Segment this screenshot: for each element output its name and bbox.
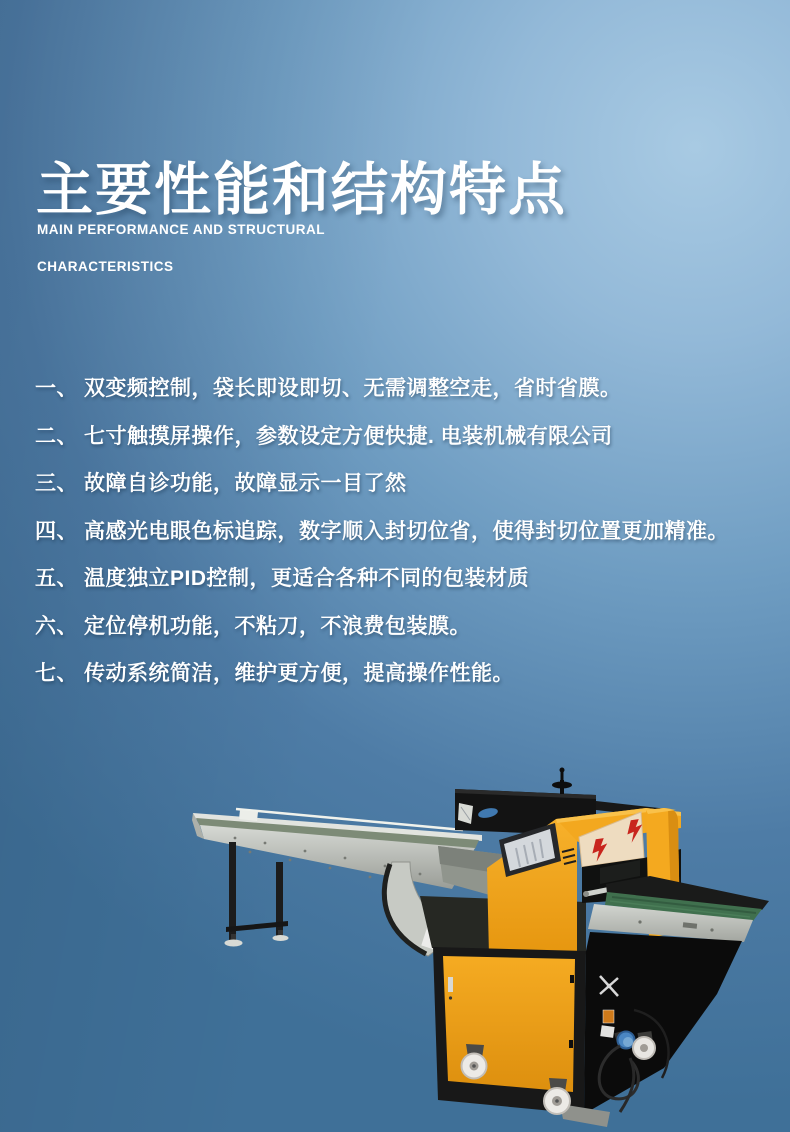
subtitle-line-1: MAIN PERFORMANCE AND STRUCTURAL [37, 222, 325, 237]
feature-list [35, 365, 775, 698]
feature-number: 三、 [35, 472, 78, 495]
feature-item [35, 365, 775, 413]
page-title: 主要性能和结构特点 [36, 158, 567, 223]
feature-number: 二、 [35, 424, 78, 448]
feature-text: 故障自诊功能，故障显示一目了然 [84, 472, 407, 495]
feature-text: 定位停机功能，不粘刀，不浪费包装膜。 [84, 614, 471, 638]
feature-text: 温度独立PID控制，更适合各种不同的包装材质 [84, 567, 530, 590]
feature-item [35, 413, 775, 461]
feature-number: 四、 [35, 519, 78, 543]
feature-item [35, 650, 775, 698]
page-subtitle [37, 222, 325, 296]
adjust-knob [552, 768, 572, 795]
feature-text: 七寸触摸屏操作，参数设定方便快捷. 电装机械有限公司 [84, 424, 613, 448]
feature-item [35, 508, 775, 556]
warning-sticker [603, 1010, 614, 1023]
door-handle [448, 977, 453, 992]
outfeed-conveyor [588, 876, 769, 942]
feature-number: 五、 [35, 567, 78, 590]
feature-item [35, 460, 775, 508]
feature-number: 六、 [35, 614, 78, 638]
feature-item [35, 603, 775, 651]
feature-number: 一、 [35, 377, 78, 400]
feature-item [35, 555, 775, 603]
feature-number: 七、 [35, 662, 78, 685]
cabinet [433, 932, 742, 1127]
feature-text: 传动系统简洁，维护更方便，提高操作性能。 [84, 662, 514, 685]
conveyor-legs [225, 842, 289, 947]
feature-text: 双变频控制，袋长即设即切、无需调整空走，省时省膜。 [84, 377, 622, 400]
packaging-machine-photo [150, 755, 790, 1132]
subtitle-line-2: CHARACTERISTICS [37, 259, 174, 274]
feature-text: 高感光电眼色标追踪，数字顺入封切位省，使得封切位置更加精准。 [84, 519, 729, 543]
